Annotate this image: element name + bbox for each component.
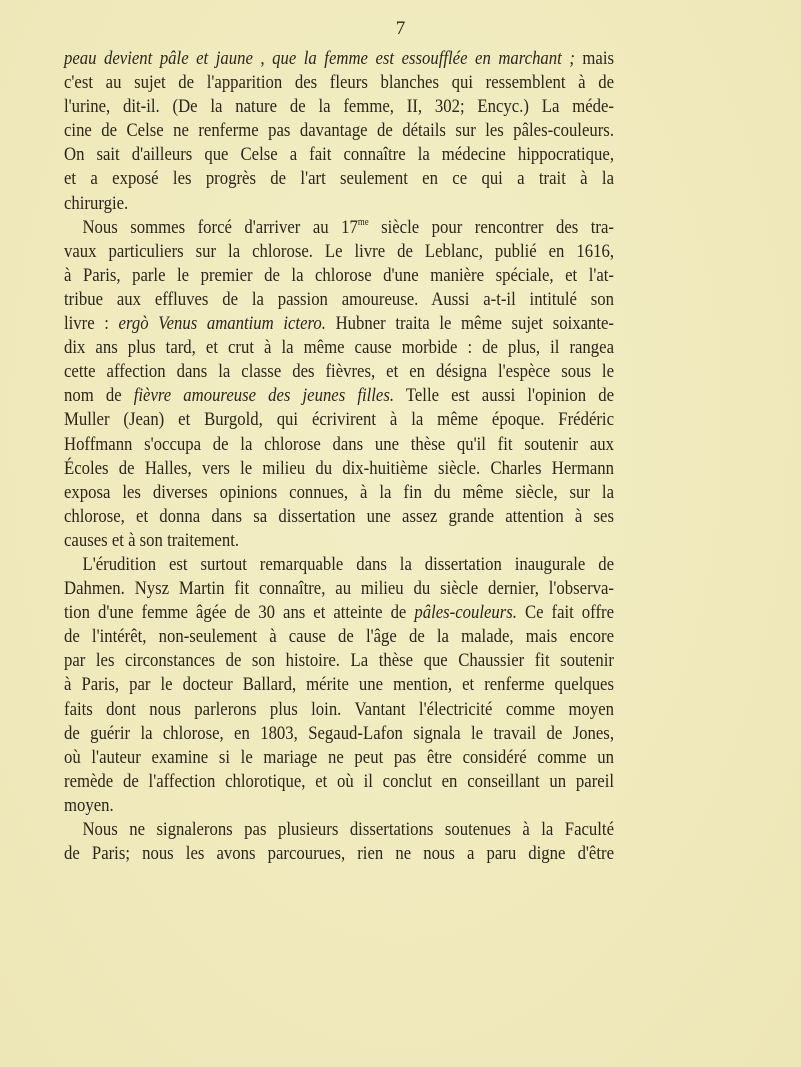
text-line: [64, 770, 614, 794]
text-segment: exposa les diverses opinions connues, à la fin du même siècle, sur la: [64, 481, 614, 503]
text-line: [64, 433, 614, 457]
text-segment: dix ans plus tard, et crut à la même cause morbide : de plus, il rangea: [64, 337, 614, 359]
text-segment: siècle pour rencontrer des tra-: [368, 216, 614, 238]
text-line: [64, 71, 614, 95]
text-segment: nom de: [64, 385, 134, 407]
text-line: [64, 625, 614, 649]
text-line: [64, 529, 614, 553]
text-segment: Telle est aussi l'opinion de: [394, 385, 614, 407]
text-segment: de l'intérêt, non-seulement à cause de l'âge de la malade, mais encore: [64, 626, 614, 648]
text-segment: tion d'une femme âgée de 30 ans et atteinte de: [64, 602, 415, 624]
text-line: [64, 336, 614, 360]
text-line: [64, 794, 614, 818]
text-segment: de guérir la chlorose, en 1803, Segaud-Lafon signala le travail de Jones,: [64, 722, 614, 744]
text-segment: c'est au sujet de l'apparition des fleurs blanches qui ressemblent à de: [64, 72, 614, 94]
text-line: [64, 264, 614, 288]
text-segment: de Paris; nous les avons parcourues, rien ne nous a paru digne d'être: [64, 843, 614, 865]
text-line: [64, 601, 614, 625]
text-line: [64, 577, 614, 601]
text-segment: Dahmen. Nysz Martin fit connaître, au milieu du siècle dernier, l'observa-: [64, 578, 614, 600]
text-line: [64, 818, 614, 842]
text-line: [64, 216, 614, 240]
text-segment: remède de l'affection chlorotique, et où il conclut en conseillant un pareil: [64, 770, 614, 792]
text-line: [64, 119, 614, 143]
italic-text: peau devient pâle et jaune , que la femme est essoufflée en marchant ;: [64, 48, 575, 69]
text-segment: On sait d'ailleurs que Celse a fait connaître la médecine hippocratique,: [64, 144, 614, 166]
text-segment: mais: [574, 48, 614, 69]
text-line: [64, 673, 614, 697]
text-line: [64, 457, 614, 481]
text-line: [64, 698, 614, 722]
text-segment: Écoles de Halles, vers le milieu du dix-huitième siècle. Charles Hermann: [64, 457, 614, 479]
text-line: [64, 746, 614, 770]
text-segment: Nous ne signalerons pas plusieurs dissertations soutenues à la Faculté: [82, 819, 615, 840]
text-line: [64, 95, 614, 119]
page-number: 7: [395, 18, 406, 39]
text-segment: à Paris, par le docteur Ballard, mérite une mention, et renferme quelques: [64, 674, 614, 696]
text-segment: chlorose, et donna dans sa dissertation une assez grande attention à ses: [64, 505, 614, 527]
text-segment: Nous sommes forcé d'arriver au 17: [82, 216, 358, 238]
text-segment: cine de Celse ne renferme pas davantage de détails sur les pâles-couleurs.: [64, 120, 614, 142]
text-segment: l'urine, dit-il. (De la nature de la femme, II, 302; Encyc.) La méde-: [64, 96, 614, 118]
text-line: [64, 649, 614, 673]
text-segment: faits dont nous parlerons plus loin. Vantant l'électricité comme moyen: [64, 698, 614, 720]
body-text: [64, 47, 614, 866]
text-segment: et a exposé les progrès de l'art seulement en ce qui a trait à la: [64, 168, 614, 190]
text-line: [64, 408, 614, 432]
text-segment: Ce fait offre: [516, 602, 614, 624]
text-segment: cette affection dans la classe des fièvres, et en désigna l'espèce sous le: [64, 361, 614, 383]
text-line: [64, 47, 614, 71]
text-line: [64, 481, 614, 505]
text-segment: Hubner traita le même sujet soixante-: [325, 313, 615, 335]
text-line: [64, 167, 614, 191]
italic-text: fièvre amoureuse des jeunes filles.: [133, 385, 395, 407]
text-line: [64, 722, 614, 746]
text-line: [64, 312, 614, 336]
superscript: me: [357, 216, 369, 228]
text-segment: Muller (Jean) et Burgold, qui écrivirent à la même époque. Frédéric: [64, 409, 614, 431]
text-line: [64, 553, 614, 577]
text-line: [64, 842, 614, 866]
text-segment: moyen.: [64, 794, 114, 816]
text-segment: chirurgie.: [64, 192, 129, 214]
italic-text: pâles-couleurs.: [414, 602, 517, 624]
text-line: [64, 360, 614, 384]
italic-text: ergò Venus amantium ictero.: [118, 313, 326, 335]
text-segment: à Paris, parle le premier de la chlorose d'une manière spéciale, et l'at-: [64, 264, 614, 286]
text-segment: Hoffmann s'occupa de la chlorose dans une thèse qu'il fit soutenir aux: [64, 433, 614, 455]
text-segment: par les circonstances de son histoire. La thèse que Chaussier fit soutenir: [64, 650, 614, 672]
text-line: [64, 288, 614, 312]
text-line: [64, 192, 614, 216]
text-line: [64, 505, 614, 529]
text-segment: vaux particuliers sur la chlorose. Le livre de Leblanc, publié en 1616,: [64, 240, 614, 262]
text-segment: où l'auteur examine si le mariage ne peut pas être considéré comme un: [64, 746, 614, 768]
text-segment: L'érudition est surtout remarquable dans la dissertation inaugurale de: [82, 553, 615, 575]
text-line: [64, 384, 614, 408]
text-line: [64, 240, 614, 264]
text-segment: tribue aux effluves de la passion amoureuse. Aussi a-t-il intitulé son: [64, 288, 614, 310]
text-segment: causes et à son traitement.: [64, 529, 240, 551]
text-line: [64, 143, 614, 167]
text-segment: livre :: [64, 313, 119, 335]
